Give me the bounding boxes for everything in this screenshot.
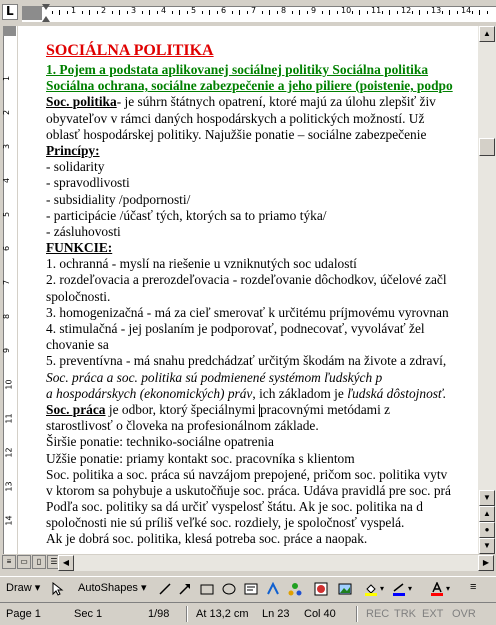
draw-label: Draw	[6, 582, 32, 594]
status-column: Col 40	[304, 608, 336, 620]
vertical-ruler-number: 13	[4, 481, 14, 492]
ruler-tick	[442, 11, 443, 14]
ruler-tick	[359, 10, 360, 15]
ruler-number: 8	[281, 6, 287, 15]
web-layout-view-icon[interactable]: ▭	[17, 555, 31, 569]
status-divider	[186, 606, 188, 622]
work-term: Soc. práca	[46, 401, 106, 417]
status-trk[interactable]: TRK	[394, 608, 416, 620]
line-color-dropdown[interactable]: ▾	[408, 584, 413, 593]
status-line: Ln 23	[262, 608, 290, 620]
tail-line: spoločnosti nie sú príliš veľké soc. rozdiely, je spoločnosť vyspelá.	[46, 515, 405, 531]
font-color-icon[interactable]	[430, 582, 444, 596]
pointer-icon[interactable]	[50, 582, 64, 596]
ruler-tick	[487, 11, 488, 14]
tail-line: Podľa soc. politiky sa dá určiť vyspelosť štátu. Ak je soc. politika na d	[46, 499, 423, 515]
functions-heading: FUNKCIE:	[46, 240, 113, 256]
vertical-ruler-number: 11	[4, 413, 14, 424]
ruler-tick	[179, 10, 180, 15]
normal-view-icon[interactable]: ≡	[2, 555, 16, 569]
vertical-ruler-number: 2	[2, 109, 12, 116]
italic-line-1: Soc. práca a soc. politika sú podmienené systémom ľudských p	[46, 369, 383, 385]
ruler-number: 1	[71, 6, 77, 15]
horizontal-ruler[interactable]	[0, 0, 496, 27]
principles-heading: Princípy:	[46, 142, 100, 158]
ruler-tick	[337, 11, 338, 14]
ruler-tick	[59, 10, 60, 15]
horizontal-scroll-track[interactable]	[74, 555, 478, 571]
definition-term: Soc. politika	[46, 94, 117, 110]
work-line-2: starostlivosť o človeka na profesionálnom základe.	[46, 418, 319, 434]
ruler-tick	[352, 11, 353, 14]
ruler-margin	[22, 6, 42, 20]
ruler-tick	[119, 10, 120, 15]
ruler-tick	[89, 10, 90, 15]
ruler-tick	[292, 11, 293, 14]
work-line-1	[46, 402, 478, 418]
ruler-tick	[239, 10, 240, 15]
ruler-tick	[112, 11, 113, 14]
next-page-button[interactable]: ▼	[479, 538, 495, 554]
ruler-number: 11	[371, 6, 382, 15]
ruler-tick	[427, 11, 428, 14]
horizontal-scrollbar-area[interactable]	[0, 554, 496, 572]
tail-line: v ktorom sa pohybuje a uskutočňuje soc. práca. Udáva pravidlá pre soc. prá	[46, 482, 451, 498]
ruler-number: 14	[461, 6, 472, 15]
tail-line: Ak je dobrá soc. politika, klesá potreba soc. práce a naopak.	[46, 531, 368, 547]
ruler-number: 9	[311, 6, 317, 15]
first-line-indent-marker[interactable]	[42, 4, 50, 10]
ruler-number: 12	[401, 6, 412, 15]
vertical-ruler-strip[interactable]	[3, 26, 17, 554]
picture-icon[interactable]	[338, 582, 352, 596]
vertical-ruler-number: 1	[2, 75, 12, 82]
ruler-tick	[397, 11, 398, 14]
ruler-tick	[97, 11, 98, 14]
vertical-ruler-margin	[3, 26, 16, 36]
vertical-ruler-number: 9	[2, 347, 12, 354]
print-layout-view-icon[interactable]: ▯	[32, 555, 46, 569]
ruler-number: 5	[191, 6, 197, 15]
wordart-icon[interactable]	[266, 582, 280, 596]
line-icon[interactable]	[158, 582, 172, 596]
tab-selector-glyph: L	[6, 4, 14, 18]
principle-item: - solidarity	[46, 159, 105, 175]
vertical-ruler-number: 10	[4, 379, 14, 390]
vertical-ruler-number: 12	[4, 447, 14, 458]
italic-line-2	[46, 386, 478, 402]
tab-selector-button[interactable]	[2, 4, 18, 20]
italic-text: a hospodárskych (ekonomických) práv	[46, 385, 253, 401]
vertical-scrollbar[interactable]	[478, 26, 496, 554]
ruler-tick	[307, 11, 308, 14]
ruler-tick	[299, 10, 300, 15]
function-line: 2. rozdeľovacia a prerozdeľovacia - rozdeľovanie dôchodkov, účelové začl	[46, 272, 447, 288]
ruler-number: 3	[131, 6, 137, 15]
vertical-ruler-number: 6	[2, 245, 12, 252]
vertical-ruler-number: 7	[2, 279, 12, 286]
scroll-up-button[interactable]: ▲	[479, 26, 495, 42]
status-position: At 13,2 cm	[196, 608, 249, 620]
hanging-indent-marker[interactable]	[42, 16, 50, 22]
rectangle-icon[interactable]	[200, 582, 214, 596]
ruler-tick	[217, 11, 218, 14]
definition-line-3: oblasť hospodárskej politiky. Najužšie ponatie – sociálne zabezpečenie	[46, 126, 427, 142]
function-line: 4. stimulačná - jej poslaním je podporovať, podnecovať, vyvolávať žel	[46, 321, 425, 336]
plain-text: , ich základom je	[252, 385, 348, 401]
tail-line: Širšie ponatie: techniko-sociálne opatrenia	[46, 434, 274, 450]
clipart-icon[interactable]	[314, 582, 328, 596]
vertical-ruler[interactable]	[0, 26, 18, 554]
ruler-tick	[232, 11, 233, 14]
status-rec[interactable]: REC	[366, 608, 390, 620]
ruler-strip[interactable]	[22, 6, 496, 22]
scroll-thumb[interactable]	[479, 138, 495, 156]
function-line: chovanie sa	[46, 337, 109, 353]
ruler-tick	[142, 11, 143, 14]
scroll-left-button[interactable]: ◀	[58, 555, 74, 571]
ruler-tick	[67, 11, 68, 14]
vertical-ruler-number: 4	[2, 177, 12, 184]
principle-item: - participácie /účasť tých, ktorých sa to priamo týka/	[46, 207, 327, 223]
italic-text: ľudská dôstojnosť.	[347, 385, 447, 401]
outline-view-icon[interactable]: ☰	[47, 555, 61, 569]
ruler-number: 2	[101, 6, 107, 15]
ruler-tick	[329, 10, 330, 15]
ruler-tick	[187, 11, 188, 14]
ruler-tick	[157, 11, 158, 14]
section-heading-line-1: 1. Pojem a podstata aplikovanej sociálnej politiky Sociálna politika	[46, 62, 429, 77]
ruler-number: 4	[161, 6, 167, 15]
tail-line: Užšie ponatie: priamy kontakt soc. pracovníka s klientom	[46, 450, 355, 466]
function-line: 5. preventívna - má snahu predchádzať určitým škodám na živote a zdraví,	[46, 353, 447, 369]
ruler-tick	[277, 11, 278, 14]
definition-text: - je súhrn štátnych opatrení, ktoré majú za úlohu zlepšiť živ	[116, 94, 436, 110]
ruler-number: 13	[431, 6, 442, 15]
arrow-icon[interactable]	[178, 582, 192, 596]
section-heading-line-2: Sociálna ochrana, sociálne zabezpečenie a jeho piliere (poistenie, podpo	[46, 78, 453, 94]
document-title: SOCIÁLNA POLITIKA	[46, 42, 214, 59]
work-text: je odbor, ktorý špeciálnymi	[105, 401, 259, 417]
status-ovr[interactable]: OVR	[452, 608, 476, 620]
ruler-tick	[382, 11, 383, 14]
function-line: 3. homogenizačná - má za cieľ smerovať k určitému príjmovému vyrovnan	[46, 304, 449, 320]
definition-line-2: obyvateľov v rámci daných hospodárskych a politických možností. Už	[46, 110, 425, 126]
principle-item: - subsidiality /podpornosti/	[46, 191, 191, 207]
ruler-tick	[52, 11, 53, 14]
ruler-number: 7	[251, 6, 257, 15]
definition-line-1	[46, 94, 478, 110]
fill-color-icon[interactable]	[364, 582, 378, 596]
status-page-count: 1/98	[148, 608, 170, 620]
status-bar	[0, 602, 496, 625]
status-divider	[356, 606, 358, 622]
ruler-tick	[82, 11, 83, 14]
autoshapes-menu[interactable]: AutoShapes ▾	[78, 582, 147, 594]
fill-color-dropdown[interactable]: ▾	[380, 584, 385, 593]
select-browse-object-button[interactable]: ●	[479, 522, 495, 538]
ruler-tick	[202, 11, 203, 14]
principle-item: - zásluhovosti	[46, 223, 121, 239]
ruler-tick	[269, 10, 270, 15]
document-body[interactable]	[46, 40, 478, 548]
ruler-tick	[322, 11, 323, 14]
tail-line: Soc. politika a soc. práca sú navzájom prepojené, pričom soc. politika vytv	[46, 466, 448, 482]
ruler-tick	[472, 11, 473, 14]
line-color-icon[interactable]	[392, 582, 406, 596]
ruler-tick	[149, 10, 150, 15]
document-page[interactable]	[18, 26, 478, 554]
status-section: Sec 1	[74, 608, 103, 620]
ruler-tick	[389, 10, 390, 15]
status-ext[interactable]: EXT	[422, 608, 444, 620]
vertical-ruler-number: 14	[4, 515, 14, 526]
ruler-tick	[457, 11, 458, 14]
ruler-tick	[479, 10, 480, 15]
ruler-tick	[127, 11, 128, 14]
font-color-dropdown[interactable]: ▾	[446, 584, 451, 593]
autoshapes-label: AutoShapes	[78, 582, 138, 594]
ruler-tick	[247, 11, 248, 14]
ruler-tick	[367, 11, 368, 14]
ruler-tick	[172, 11, 173, 14]
oval-icon[interactable]	[222, 582, 236, 596]
line-style-icon[interactable]: ≡	[470, 581, 477, 593]
diagram-icon[interactable]	[288, 582, 302, 596]
scroll-right-button[interactable]: ▶	[478, 555, 494, 571]
vertical-ruler-number: 8	[2, 313, 12, 320]
ruler-tick	[412, 11, 413, 14]
work-text: pracovnými metódami z	[259, 401, 391, 417]
function-line: spoločnosti.	[46, 288, 111, 304]
scroll-down-button[interactable]: ▼	[479, 490, 495, 506]
principle-item: - spravodlivosti	[46, 175, 130, 191]
status-page: Page 1	[6, 608, 41, 620]
function-line: 1. ochranná - myslí na riešenie u vzniknutých soc udalostí	[46, 256, 357, 272]
vertical-ruler-number: 3	[2, 143, 12, 150]
textbox-icon[interactable]	[244, 582, 258, 596]
ruler-tick	[262, 11, 263, 14]
draw-menu[interactable]: Draw ▾	[6, 582, 41, 594]
ruler-number: 6	[221, 6, 227, 15]
ruler-tick	[419, 10, 420, 15]
ruler-tick	[449, 10, 450, 15]
vertical-ruler-number: 5	[2, 211, 12, 218]
previous-page-button[interactable]: ▲	[479, 506, 495, 522]
ruler-tick	[209, 10, 210, 15]
ruler-number: 10	[341, 6, 352, 15]
drawing-toolbar	[0, 576, 496, 601]
